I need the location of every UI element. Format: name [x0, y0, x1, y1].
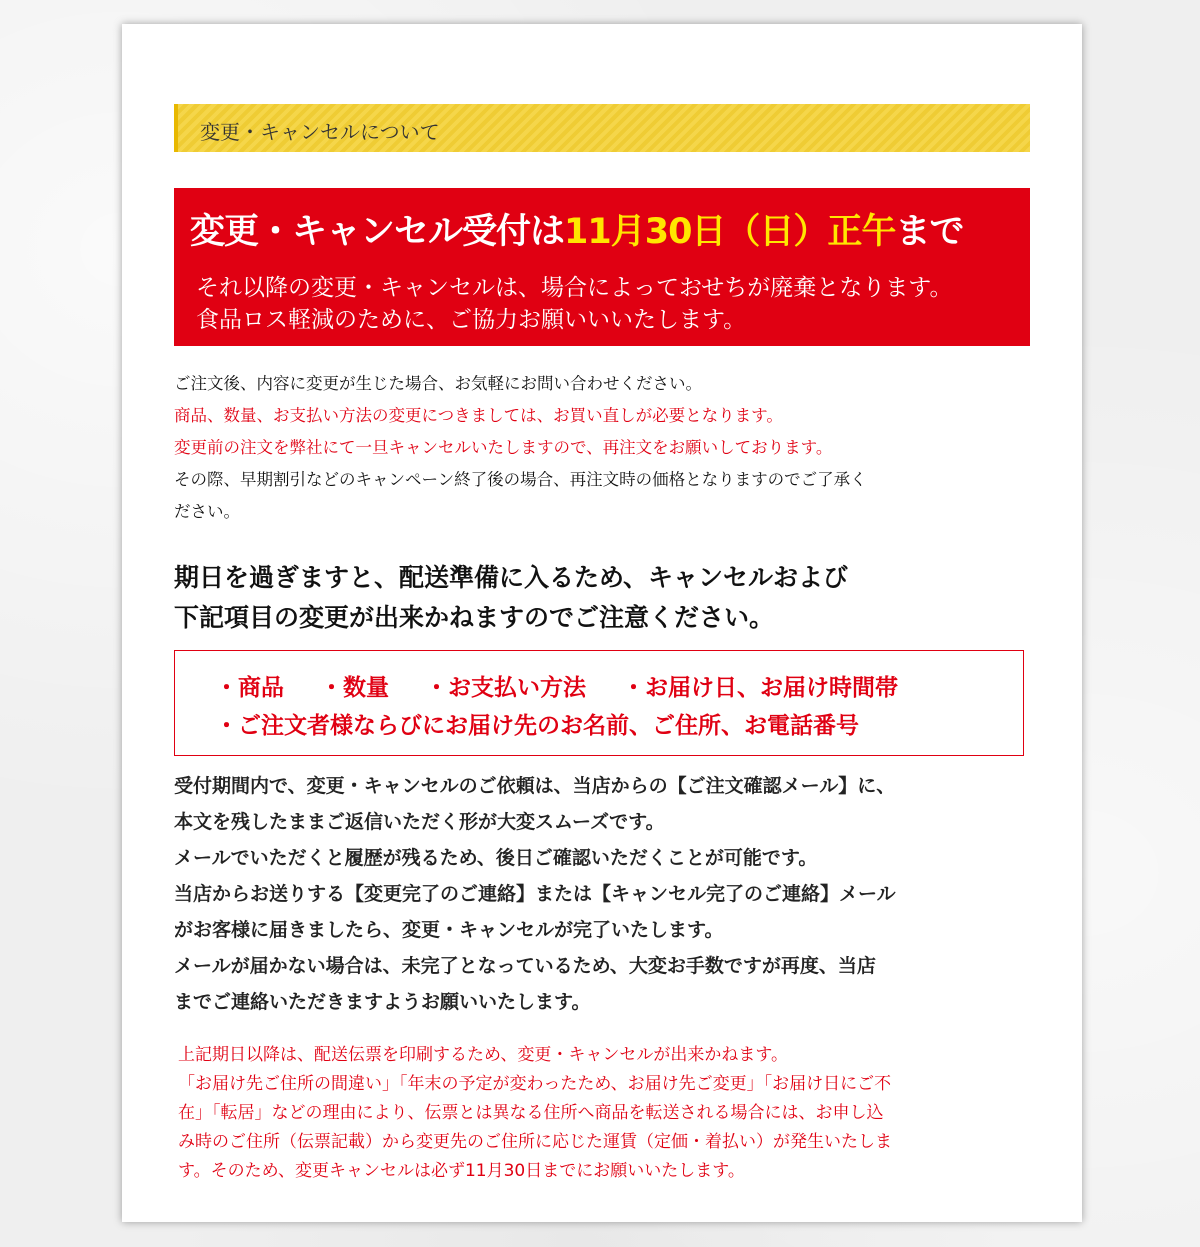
note-line: 在」「転居」などの理由により、伝票とは異なる住所へ商品を転送される場合には、お申し込: [178, 1103, 884, 1123]
restricted-items-row: [215, 707, 887, 740]
intro-line: その際、早期割引などのキャンペーン終了後の場合、再注文時の価格となりますのでご了承く: [174, 470, 867, 489]
restricted-item: ・商品: [215, 675, 284, 701]
note-line: す。そのため、変更キャンセルは必ず11月30日までにお願いいたします。: [178, 1161, 745, 1181]
procedure-line: 当店からお送りする【変更完了のご連絡】または【キャンセル完了のご連絡】メール: [174, 883, 896, 905]
warning-line: 下記項目の変更が出来かねますのでご注意ください。: [174, 603, 775, 632]
deadline-date: 11月30日（日）正午: [564, 212, 896, 252]
note-line: み時のご住所（伝票記載）から変更先のご住所に応じた運賃（定価・着払い）が発生いたしま: [178, 1132, 892, 1152]
content-card: [122, 24, 1082, 1222]
section-heading-bar: [174, 104, 1030, 152]
intro-line: ご注文後、内容に変更が生じた場合、お気軽にお問い合わせください。: [174, 374, 702, 393]
warning-line: 期日を過ぎますと、配送準備に入るため、キャンセルおよび: [174, 563, 849, 592]
section-heading: 変更・キャンセルについて: [200, 120, 440, 144]
intro-line-red: 商品、数量、お支払い方法の変更につきましては、お買い直しが必要となります。: [174, 406, 783, 425]
deadline-subtext: [196, 272, 952, 336]
procedure-line: までご連絡いただきますようお願いいたします。: [174, 991, 591, 1013]
shipping-note: [178, 1041, 1034, 1186]
intro-line: ださい。: [174, 502, 240, 521]
restricted-item: ・お届け日、お届け時間帯: [622, 675, 899, 701]
restricted-item: ・お支払い方法: [425, 675, 587, 701]
procedure-line: メールが届かない場合は、未完了となっているため、大変お手数ですが再度、当店: [174, 955, 876, 977]
deadline-sub-line: 食品ロス軽減のために、ご協力お願いいいたします。: [196, 307, 747, 333]
note-line: 上記期日以降は、配送伝票を印刷するため、変更・キャンセルが出来かねます。: [178, 1045, 788, 1065]
procedure-line: 受付期間内で、変更・キャンセルのご依頼は、当店からの【ご注文確認メール】に、: [174, 775, 896, 797]
restricted-item: ・数量: [320, 675, 390, 701]
warning-heading: [174, 558, 1030, 638]
procedure-line: 本文を残したままご返信いただく形が大変スムーズです。: [174, 811, 665, 833]
deadline-title-suffix: まで: [895, 212, 964, 252]
procedure-line: がお客様に届きましたら、変更・キャンセルが完了いたします。: [174, 919, 724, 941]
deadline-title: [190, 204, 963, 254]
deadline-title-prefix: 変更・キャンセル受付は: [190, 212, 565, 252]
intro-line-red: 変更前の注文を弊社にて一旦キャンセルいたしますので、再注文をお願いしております。: [174, 438, 833, 457]
intro-text: [174, 368, 1024, 528]
deadline-sub-line: それ以降の変更・キャンセルは、場合によっておせちが廃棄となります。: [196, 275, 953, 301]
procedure-line: メールでいただくと履歴が残るため、後日ご確認いただくことが可能です。: [174, 847, 818, 869]
restricted-items-row: [215, 669, 926, 702]
note-line: 「お届け先ご住所の間違い」「年末の予定が変わったため、お届け先ご変更」「お届け日にご不: [178, 1074, 892, 1094]
restricted-item: ・ご注文者様ならびにお届け先のお名前、ご住所、お電話番号: [215, 713, 859, 739]
procedure-text: [174, 768, 1030, 1020]
restricted-items-box: [174, 650, 1024, 756]
deadline-banner: [174, 188, 1030, 346]
